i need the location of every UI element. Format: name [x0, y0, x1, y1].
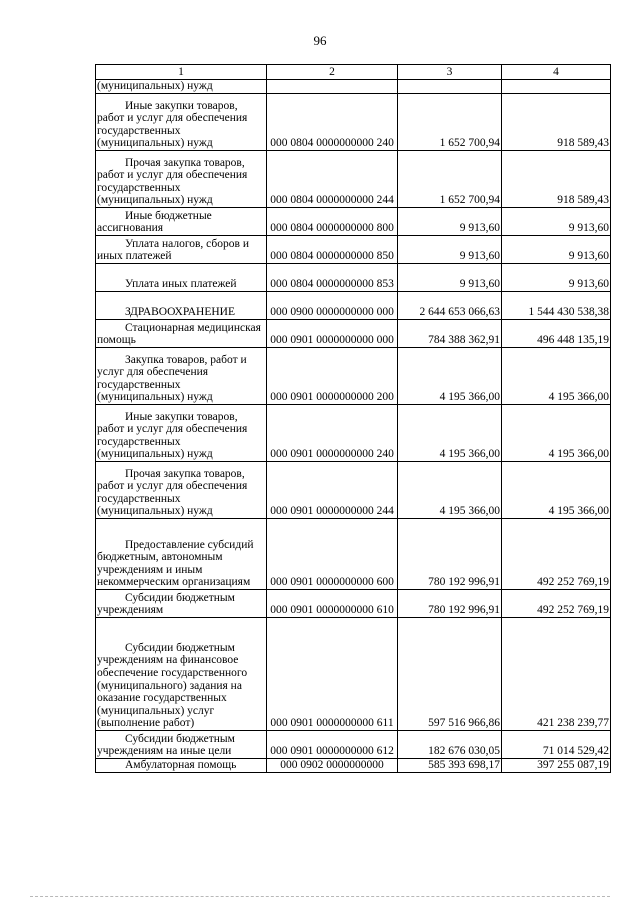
table-row: [96, 151, 611, 208]
header-col-4: 4: [502, 65, 611, 80]
header-col-1: 1: [96, 65, 267, 80]
row-value-col4-cell: 4 195 366,00: [502, 348, 611, 405]
row-name-text: Прочая закупка товаров, работ и услуг для обеспечения государственных (муниципальных) нужд: [97, 156, 248, 207]
row-value-col4-cell: 4 195 366,00: [502, 462, 611, 519]
row-value-col3-cell: 9 913,60: [398, 264, 502, 292]
table-row: [96, 519, 611, 590]
row-name-text: Амбулаторная помощь: [125, 759, 237, 772]
row-value-col3-cell: 780 192 996,91: [398, 590, 502, 618]
row-value-col4-cell: [502, 80, 611, 94]
row-code-cell: 000 0901 0000000000 611: [267, 618, 398, 731]
row-name-text: Уплата иных платежей: [125, 278, 237, 291]
footer-divider: [30, 896, 610, 897]
row-value-col4-cell: 918 589,43: [502, 151, 611, 208]
row-value-col4-cell: 492 252 769,19: [502, 519, 611, 590]
row-name-cell: [96, 236, 267, 264]
row-value-col3-cell: 9 913,60: [398, 208, 502, 236]
row-code-cell: 000 0901 0000000000 200: [267, 348, 398, 405]
row-value-col3-cell: 780 192 996,91: [398, 519, 502, 590]
table-row: [96, 208, 611, 236]
row-name-cell: [96, 519, 267, 590]
row-name-text: Иные закупки товаров, работ и услуг для обеспечения государственных (муниципальных) нужд: [97, 99, 248, 150]
row-name-text: Прочая закупка товаров, работ и услуг для обеспечения государственных (муниципальных) нужд: [97, 467, 248, 518]
row-value-col3-cell: 585 393 698,17: [398, 759, 502, 773]
row-name-cell: [96, 462, 267, 519]
row-code-cell: 000 0804 0000000000 244: [267, 151, 398, 208]
row-code-cell: 000 0901 0000000000 610: [267, 590, 398, 618]
row-name-text: (муниципальных) нужд: [97, 80, 213, 93]
row-code-cell: 000 0901 0000000000 244: [267, 462, 398, 519]
table-row: [96, 292, 611, 320]
row-name-text: ЗДРАВООХРАНЕНИЕ: [125, 306, 236, 319]
row-name-cell: [96, 80, 267, 94]
row-name-text: Субсидии бюджетным учреждениям: [97, 591, 235, 617]
row-value-col3-cell: 182 676 030,05: [398, 731, 502, 759]
table-row: [96, 348, 611, 405]
row-value-col3-cell: 4 195 366,00: [398, 348, 502, 405]
row-code-cell: 000 0901 0000000000 240: [267, 405, 398, 462]
row-code-cell: 000 0804 0000000000 850: [267, 236, 398, 264]
row-name-cell: [96, 208, 267, 236]
row-name-cell: [96, 151, 267, 208]
row-value-col3-cell: 1 652 700,94: [398, 94, 502, 151]
row-name-cell: [96, 759, 267, 773]
row-name-text: Иные бюджетные ассигнования: [97, 209, 212, 235]
row-value-col4-cell: 9 913,60: [502, 208, 611, 236]
header-col-2: 2: [267, 65, 398, 80]
table-row: [96, 94, 611, 151]
row-value-col4-cell: 4 195 366,00: [502, 405, 611, 462]
row-value-col3-cell: 9 913,60: [398, 236, 502, 264]
table-row: [96, 462, 611, 519]
row-value-col3-cell: 4 195 366,00: [398, 405, 502, 462]
row-value-col3-cell: 784 388 362,91: [398, 320, 502, 348]
row-code-cell: 000 0902 0000000000: [267, 759, 398, 773]
header-col-3: 3: [398, 65, 502, 80]
row-code-cell: 000 0901 0000000000 612: [267, 731, 398, 759]
row-value-col4-cell: 918 589,43: [502, 94, 611, 151]
row-value-col3-cell: 2 644 653 066,63: [398, 292, 502, 320]
row-name-text: Предоставление субсидий бюджетным, автономным учреждениям и иным некоммерческим организациям: [97, 538, 254, 589]
row-name-cell: [96, 590, 267, 618]
row-code-cell: 000 0900 0000000000 000: [267, 292, 398, 320]
table-row: [96, 759, 611, 773]
table-row: [96, 264, 611, 292]
table-row: [96, 590, 611, 618]
row-code-cell: 000 0901 0000000000 000: [267, 320, 398, 348]
page-number: 96: [313, 33, 327, 48]
budget-table: [95, 64, 611, 773]
table-row: [96, 405, 611, 462]
row-name-text: Закупка товаров, работ и услуг для обеспечения государственных (муниципальных) нужд: [97, 353, 247, 404]
table-body: [96, 80, 611, 773]
row-value-col4-cell: 1 544 430 538,38: [502, 292, 611, 320]
table-row: [96, 731, 611, 759]
row-name-cell: [96, 618, 267, 731]
row-code-cell: [267, 80, 398, 94]
row-value-col4-cell: 71 014 529,42: [502, 731, 611, 759]
row-value-col4-cell: 9 913,60: [502, 236, 611, 264]
table-row: [96, 618, 611, 731]
table-row: [96, 80, 611, 94]
row-name-cell: [96, 731, 267, 759]
row-name-cell: [96, 348, 267, 405]
row-code-cell: 000 0804 0000000000 853: [267, 264, 398, 292]
row-name-cell: [96, 94, 267, 151]
row-name-cell: [96, 405, 267, 462]
row-code-cell: 000 0804 0000000000 240: [267, 94, 398, 151]
row-value-col4-cell: 496 448 135,19: [502, 320, 611, 348]
row-code-cell: 000 0901 0000000000 600: [267, 519, 398, 590]
table-row: [96, 320, 611, 348]
row-name-text: Уплата налогов, сборов и иных платежей: [97, 237, 249, 263]
row-name-cell: [96, 264, 267, 292]
row-name-text: Субсидии бюджетным учреждениям на иные цели: [97, 732, 235, 758]
row-value-col3-cell: 1 652 700,94: [398, 151, 502, 208]
row-name-cell: [96, 320, 267, 348]
row-value-col3-cell: 597 516 966,86: [398, 618, 502, 731]
table-row: [96, 236, 611, 264]
row-name-cell: [96, 292, 267, 320]
row-code-cell: 000 0804 0000000000 800: [267, 208, 398, 236]
row-value-col3-cell: 4 195 366,00: [398, 462, 502, 519]
row-value-col4-cell: 9 913,60: [502, 264, 611, 292]
row-value-col3-cell: [398, 80, 502, 94]
row-value-col4-cell: 397 255 087,19: [502, 759, 611, 773]
row-name-text: Иные закупки товаров, работ и услуг для обеспечения государственных (муниципальных) нужд: [97, 410, 248, 461]
row-value-col4-cell: 421 238 239,77: [502, 618, 611, 731]
row-value-col4-cell: 492 252 769,19: [502, 590, 611, 618]
table-header-row: [96, 65, 611, 80]
row-name-text: Субсидии бюджетным учреждениям на финансовое обеспечение государственного (муниципального) задания на оказание государственных (муниципальных) услуг (выполнение работ): [97, 641, 248, 730]
row-name-text: Стационарная медицинская помощь: [97, 321, 261, 347]
